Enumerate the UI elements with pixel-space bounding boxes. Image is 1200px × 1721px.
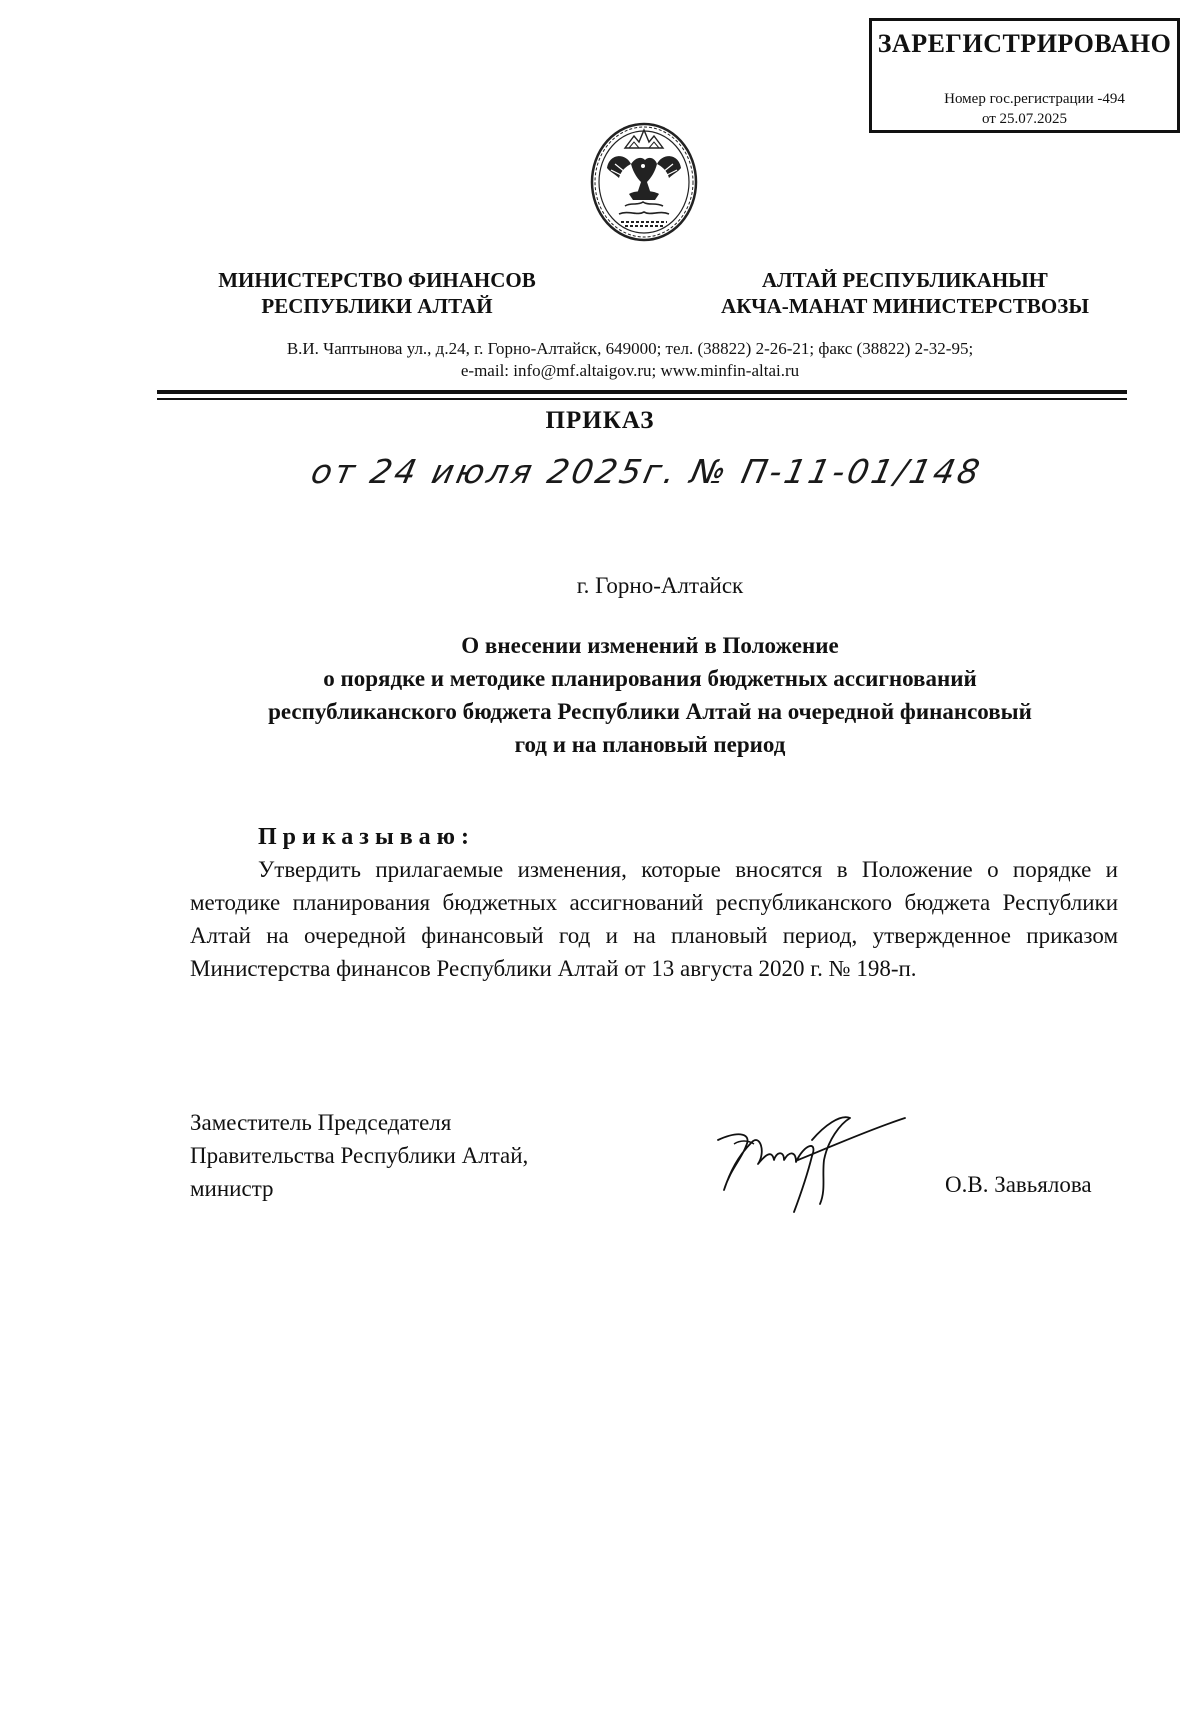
ministry-contacts: [130, 338, 1130, 382]
order-title: ПРИКАЗ: [545, 407, 655, 434]
handwritten-date-number: [307, 430, 992, 520]
signatory-name: О.В. Завьялова: [945, 1172, 1092, 1197]
signatory-position: [190, 1106, 528, 1205]
registration-date: от 25.07.2025: [981, 111, 1068, 127]
contacts-web-line: e-mail: info@mf.altaigov.ru; www.minfin-altai.ru: [460, 361, 800, 380]
order-subject-line: республиканского бюджета Республики Алтай на очередной финансовый: [268, 699, 1032, 724]
ministry-name-altai-line: АКЧА-МАНАТ МИНИСТЕРСТВОЗЫ: [721, 294, 1089, 318]
handwritten-signature-icon: [700, 1100, 910, 1220]
contacts-address-line: В.И. Чаптынова ул., д.24, г. Горно-Алтайск, 649000; тел. (38822) 2-26-21; факс (38822) 2-32-95;: [286, 339, 974, 358]
order-subject-line: о порядке и методике планирования бюджетных ассигнований: [323, 666, 977, 691]
ministry-name-altai-line: АЛТАЙ РЕСПУБЛИКАНЫҤ: [761, 268, 1049, 292]
registration-number: Номер гос.регистрации -494: [944, 91, 1125, 107]
header-divider-thin: [157, 398, 1127, 400]
registration-stamp: [869, 18, 1180, 133]
order-verb: Приказываю:: [258, 824, 475, 850]
order-city: г. Горно-Алтайск: [576, 573, 744, 598]
registration-stamp-title: ЗАРЕГИСТРИРОВАНО: [877, 29, 1172, 58]
altai-republic-emblem-icon: [585, 120, 703, 244]
handwritten-date-number-text: от 24 июля 2025г. № П-11-01/148: [307, 452, 987, 491]
signatory-position-line: министр: [190, 1176, 274, 1201]
ministry-name-russian-line: РЕСПУБЛИКИ АЛТАЙ: [261, 294, 493, 318]
order-subject-line: О внесении изменений в Положение: [461, 633, 839, 658]
order-subject-line: год и на плановый период: [514, 732, 786, 757]
signatory-position-line: Правительства Республики Алтай,: [190, 1143, 529, 1168]
ministry-name-altai: [685, 267, 1125, 319]
signatory-position-line: Заместитель Председателя: [190, 1110, 452, 1135]
order-body: Утвердить прилагаемые изменения, которые вносятся в Положение о порядке и методике планирования бюджетных ассигнований республиканского бюджета Республики Алтай на очередной финансовый год и на плановый период, утвержденное приказом Министерства финансов Республики Алтай от 13 августа 2020 г. № 198-п.: [190, 857, 1118, 981]
order-subject: [170, 629, 1130, 761]
header-divider-thick: [157, 390, 1127, 394]
ministry-name-russian-line: МИНИСТЕРСТВО ФИНАНСОВ: [218, 268, 536, 292]
ministry-name-russian: [192, 267, 562, 319]
